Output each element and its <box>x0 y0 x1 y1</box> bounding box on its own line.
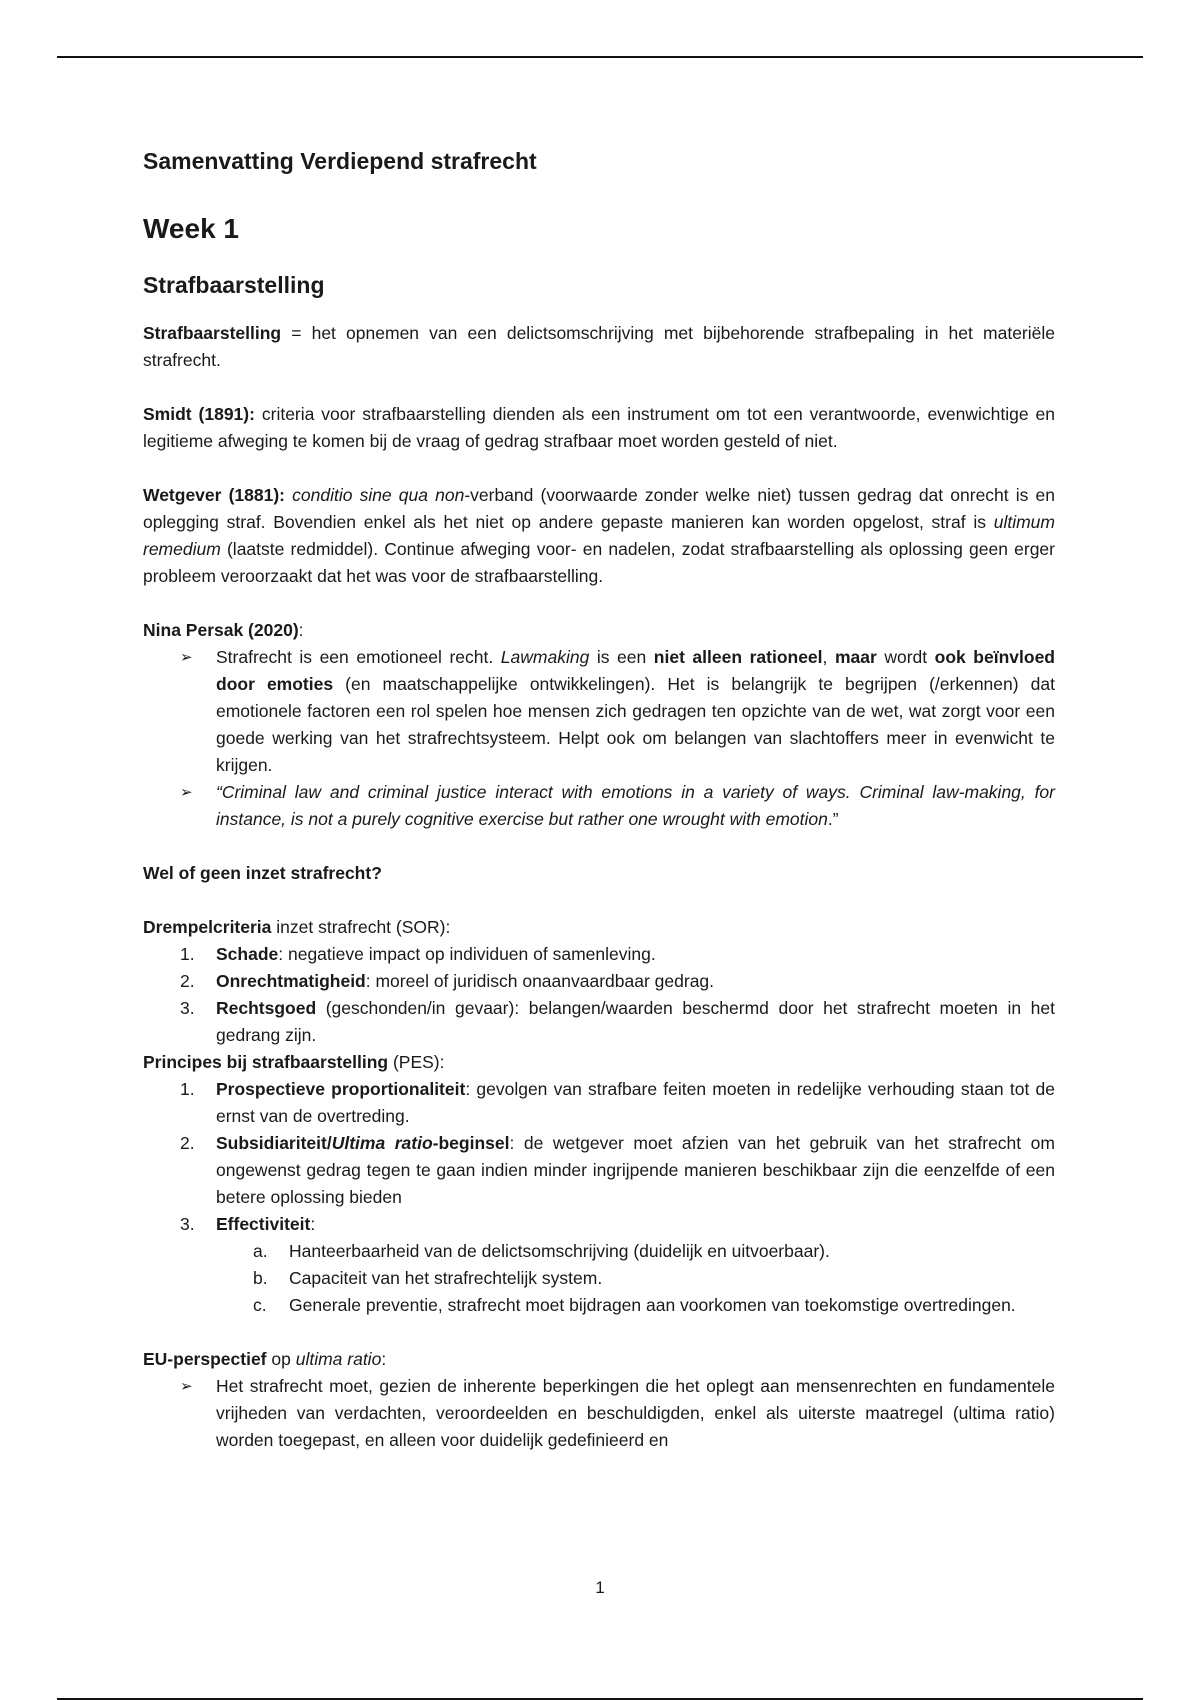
italic-text: Lawmaking <box>500 647 590 667</box>
term: Rechtsgoed <box>216 998 317 1018</box>
term: Strafbaarstelling <box>143 323 282 343</box>
term: Drempelcriteria <box>143 917 272 937</box>
list-item <box>180 1130 1055 1211</box>
document-body <box>143 140 1055 1454</box>
definition-paragraph <box>143 320 1055 374</box>
text: Generale preventie, strafrecht moet bijdragen aan voorkomen van toekomstige overtredingen. <box>289 1295 1016 1315</box>
eu-bullets <box>143 1373 1055 1454</box>
text: Strafrecht is een emotioneel recht. <box>216 647 501 667</box>
quote-text: “Criminal law and criminal justice interact with emotions in a variety of ways. Criminal law-making, for instance, is not a purely cognitive exercise but rather one wrought with emotion <box>216 782 1055 829</box>
list-item <box>216 779 1055 833</box>
italic-text: ultimum remedium <box>143 512 1055 559</box>
list-letter: c. <box>253 1295 267 1315</box>
term: Schade <box>216 944 279 964</box>
principes-heading <box>143 1049 1055 1076</box>
text: -verband (voorwaarde zonder welke niet) tussen gedrag dat onrecht is en oplegging straf. Bovendien enkel als het niet op andere gepaste manieren kan worden opgelost, straf is <box>143 485 1055 532</box>
text: inzet strafrecht (SOR): <box>271 917 451 937</box>
text: (PES): <box>388 1052 445 1072</box>
text: : <box>298 620 304 640</box>
eu-heading <box>143 1346 1055 1373</box>
text: wordt <box>876 647 935 667</box>
sub-list-item <box>253 1292 1055 1319</box>
text: : <box>310 1214 316 1234</box>
text: : de wetgever moet afzien van het gebruik van het strafrecht om ongewenst gedrag tegen te gaan indien minder ingrijpende manieren beschikbaar zijn die eenzelfde of een betere oplossing bieden <box>216 1133 1055 1207</box>
list-number: 1. <box>180 1079 195 1099</box>
list-item: ➢ Het strafrecht moet, gezien de inherente beperkingen die het oplegt aan mensenrechten en fundamentele vrijheden van verdachten, veroordeelden en beschuldigden, enkel als uiterste maatregel (ultima ratio) worden toegepast, en alleen voor duidelijk gedefinieerd en <box>216 1373 1055 1454</box>
text: is een <box>589 647 654 667</box>
text: (geschonden/in gevaar): belangen/waarden beschermd door het strafrecht moeten in het gedrang zijn. <box>216 998 1055 1045</box>
paragraph-text: criteria voor strafbaarstelling dienden als een instrument om tot een verantwoorde, evenwichtige en legitieme afweging te komen bij de vraag of gedrag strafbaar moet worden gesteld of niet. <box>143 404 1056 451</box>
term-part: Subsidiariteit/ <box>216 1133 332 1153</box>
text: : <box>381 1349 387 1369</box>
list-number: 3. <box>180 1214 195 1234</box>
term: Smidt (1891): <box>143 404 255 424</box>
principes-list <box>143 1076 1055 1319</box>
list-number: 3. <box>180 998 195 1018</box>
text: Hanteerbaarheid van de delictsomschrijving (duidelijk en uitvoerbaar). <box>289 1241 830 1261</box>
list-item <box>180 941 1055 968</box>
persak-bullets <box>143 644 1055 833</box>
text: (en maatschappelijke ontwikkelingen). Het is belangrijk te begrijpen (/erkennen) dat emotionele factoren een rol spelen hoe mensen zich gedragen ten opzichte van de wet, wat zorgt voor een goede werking van het strafrechtsysteem. Helpt ook om belangen van slachtoffers meer in evenwicht te krijgen. <box>216 674 1055 775</box>
italic-text: conditio sine qua non <box>292 485 465 505</box>
term <box>216 1133 509 1153</box>
text: : moreel of juridisch onaanvaardbaar gedrag. <box>365 971 715 991</box>
text: Capaciteit van het strafrechtelijk system. <box>289 1268 603 1288</box>
persak-heading <box>143 617 1055 644</box>
term-part: -beginsel <box>432 1133 510 1153</box>
page-number: 1 <box>595 1578 605 1597</box>
section-heading: Strafbaarstelling <box>143 272 325 298</box>
list-number: 2. <box>180 1133 195 1153</box>
text: op <box>266 1349 296 1369</box>
list-item <box>180 995 1055 1049</box>
list-item <box>180 1076 1055 1130</box>
bold-text: niet alleen rationeel <box>653 647 823 667</box>
bold-text: maar <box>834 647 877 667</box>
list-number: 1. <box>180 944 195 964</box>
list-item <box>216 644 1055 779</box>
list-item <box>180 968 1055 995</box>
term: Principes bij strafbaarstelling <box>143 1052 389 1072</box>
effectiviteit-sublist <box>216 1238 1055 1319</box>
sub-list-item <box>253 1265 1055 1292</box>
inzet-heading <box>143 860 1055 887</box>
document-title: Samenvatting Verdiepend strafrecht <box>143 148 537 174</box>
list-letter: a. <box>253 1241 268 1261</box>
drempel-heading <box>143 914 1055 941</box>
smidt-paragraph <box>143 401 1055 455</box>
text: : negatieve impact op individuen of samenleving. <box>278 944 656 964</box>
text: , <box>822 647 835 667</box>
bold-text: ook beïnvloed door emoties <box>216 647 1055 694</box>
drempel-list <box>143 941 1055 1049</box>
italic-text: ultima ratio <box>295 1349 382 1369</box>
subheading: Wel of geen inzet strafrecht? <box>143 863 382 883</box>
list-number: 2. <box>180 971 195 991</box>
text: : gevolgen van strafbare feiten moeten in redelijke verhouding staan tot de ernst van de overtreding. <box>216 1079 1055 1126</box>
term: EU-perspectief <box>143 1349 267 1369</box>
term: Effectiviteit <box>216 1214 311 1234</box>
sub-list-item <box>253 1238 1055 1265</box>
text: (laatste redmiddel). Continue afweging voor- en nadelen, zodat strafbaarstelling als oplossing geen erger probleem veroorzaakt dat het was voor de strafbaarstelling. <box>143 539 1055 586</box>
list-item <box>180 1211 1055 1319</box>
italic-term: Ultima ratio <box>331 1133 433 1153</box>
term: Onrechtmatigheid <box>216 971 366 991</box>
term: Prospectieve proportionaliteit <box>216 1079 466 1099</box>
paragraph-text: = het opnemen van een delictsomschrijving met bijbehorende strafbepaling in het materiële strafrecht. <box>143 323 1055 370</box>
term: Nina Persak (2020) <box>143 620 299 640</box>
list-letter: b. <box>253 1268 268 1288</box>
text: .” <box>827 809 839 829</box>
header-rule <box>57 56 1143 58</box>
week-heading: Week 1 <box>143 213 239 244</box>
wetgever-paragraph <box>143 482 1055 590</box>
term: Wetgever (1881): <box>143 485 285 505</box>
